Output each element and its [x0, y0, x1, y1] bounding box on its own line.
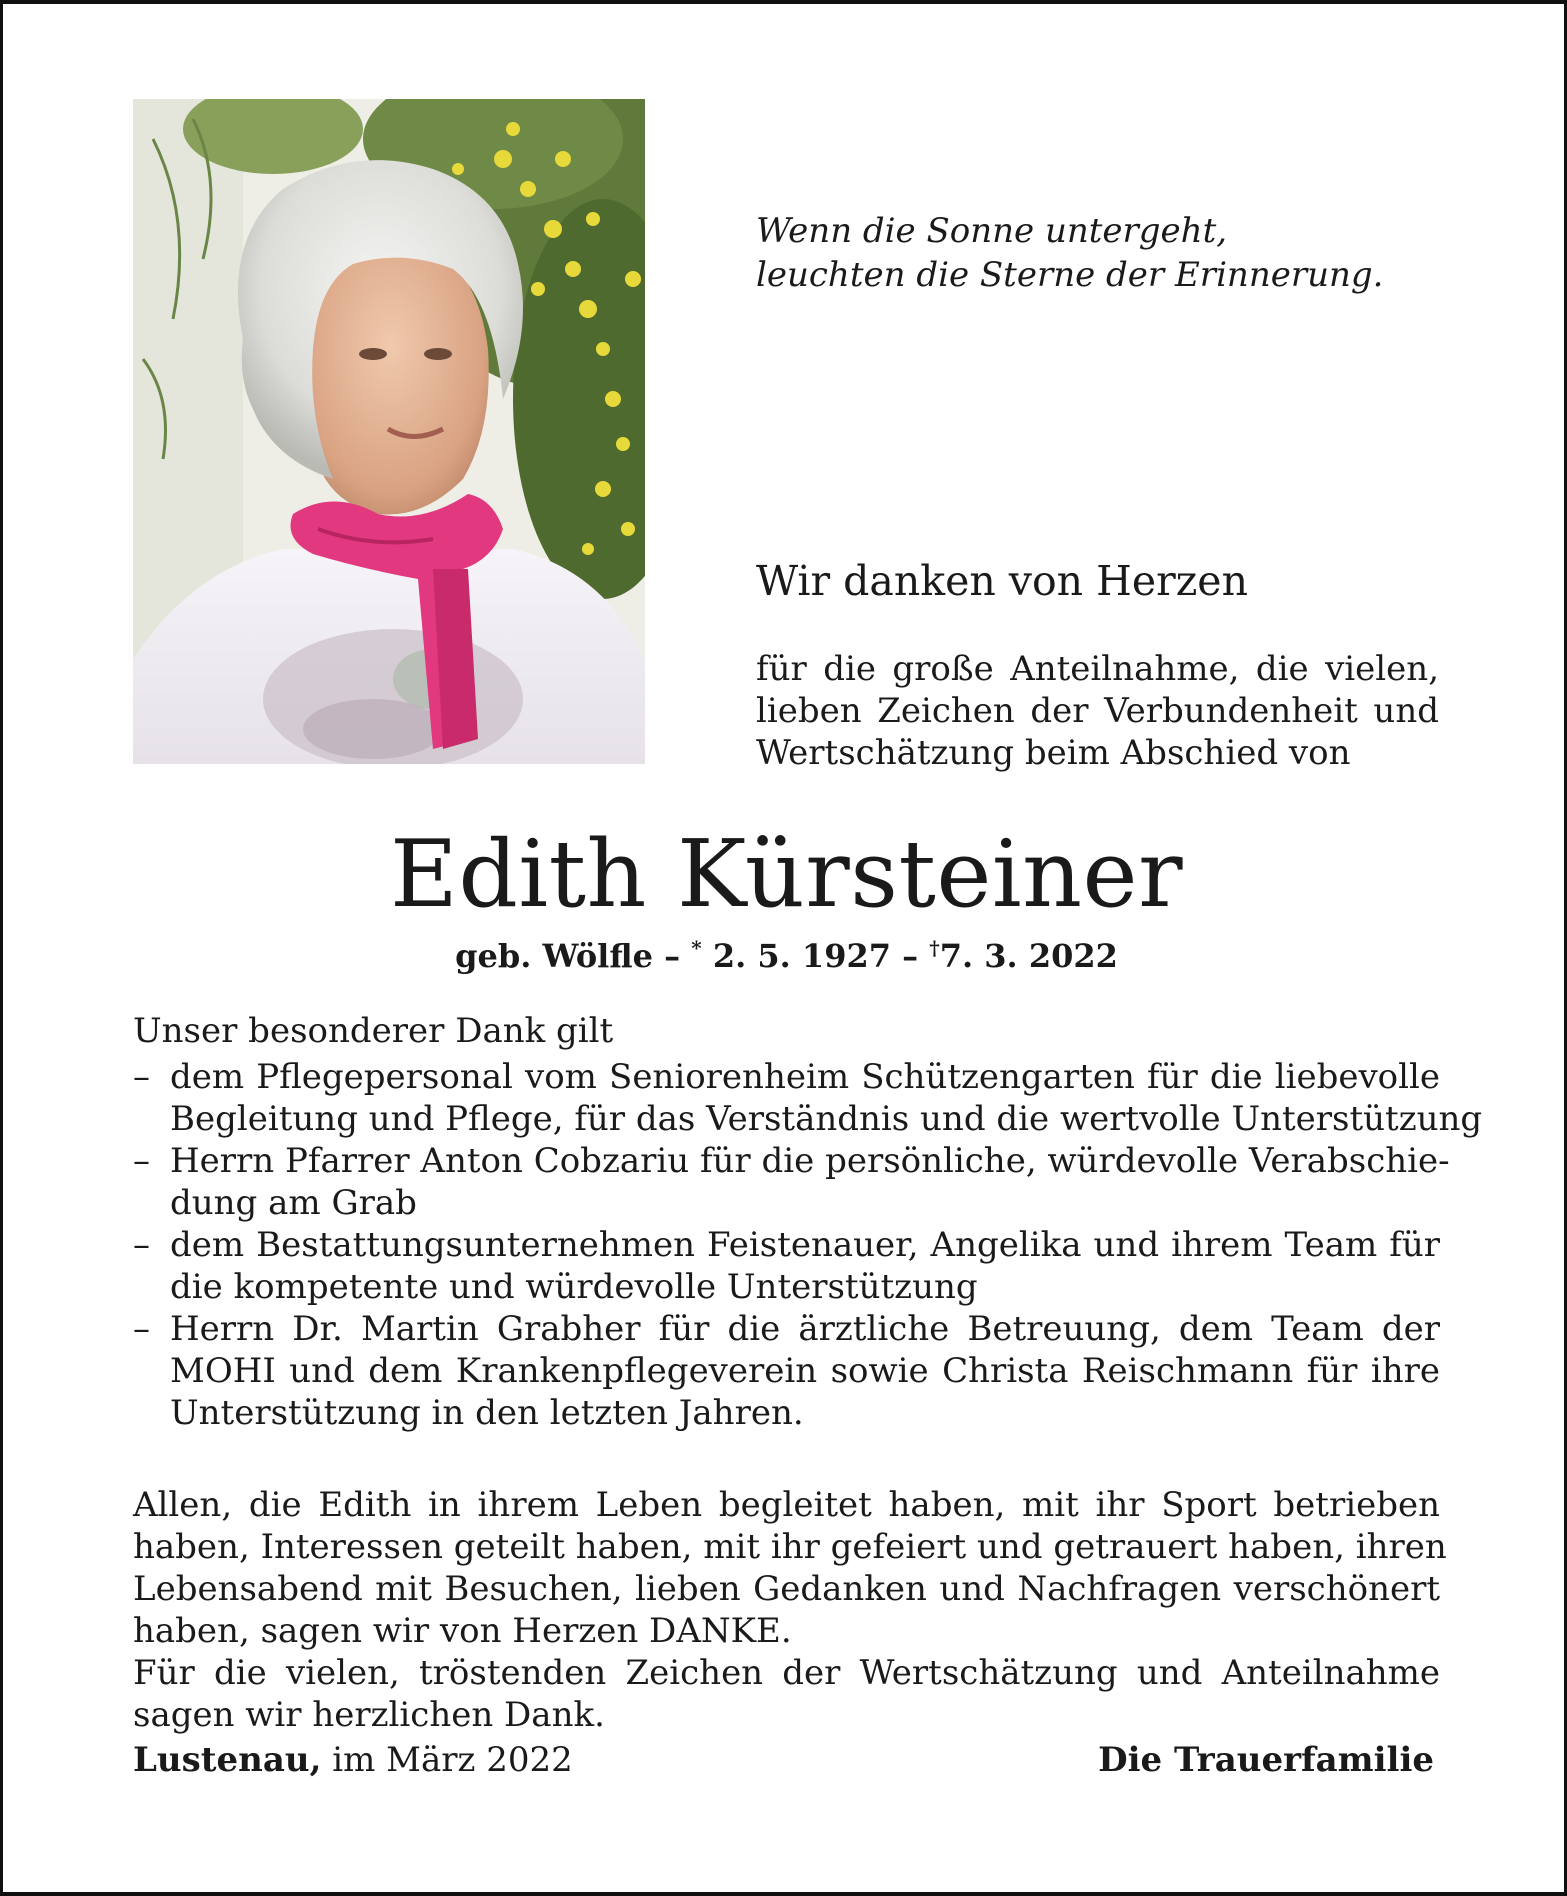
special-thanks-list	[133, 1056, 1483, 1434]
motto-line: leuchten die Sterne der Erinnerung.	[756, 255, 1384, 295]
place-and-date	[133, 1739, 573, 1781]
list-item-line: die kompetente und würdevolle Unterstützung	[170, 1267, 978, 1307]
portrait-photo	[133, 99, 645, 764]
life-dates	[3, 927, 1567, 977]
list-item-line: Herrn Pfarrer Anton Cobzariu für die persönliche, würdevolle Verabschie-	[170, 1141, 1450, 1181]
list-item	[133, 1308, 1440, 1434]
dash-bullet: –	[133, 1057, 150, 1097]
date: im März 2022	[321, 1740, 573, 1780]
list-item	[133, 1140, 1450, 1224]
closing-line: Allen, die Edith in ihrem Leben begleitet haben, mit ihr Sport betrieben	[133, 1485, 1440, 1525]
motto-line: Wenn die Sonne untergeht,	[756, 211, 1228, 251]
list-item-line: dem Bestattungsunternehmen Feistenauer, Angelika und ihrem Team für	[170, 1225, 1440, 1265]
list-item-line: Herrn Dr. Martin Grabher für die ärztliche Betreuung, dem Team der	[170, 1309, 1440, 1349]
list-item-line: Begleitung und Pflege, für das Verständnis und die wertvolle Unterstützung	[170, 1099, 1483, 1139]
motto-quote	[756, 209, 1456, 297]
closing-line: sagen wir herzlichen Dank.	[133, 1695, 605, 1735]
dash-bullet: –	[133, 1225, 150, 1265]
thanks-intro-line: Wertschätzung beim Abschied von	[756, 733, 1351, 773]
thanks-intro-line: für die große Anteilnahme, die vielen,	[756, 649, 1439, 689]
thanks-intro	[756, 648, 1439, 774]
list-item-line: dem Pflegepersonal vom Seniorenheim Schützengarten für die liebevolle	[170, 1057, 1440, 1097]
death-date: 7. 3. 2022	[939, 937, 1118, 975]
special-thanks-intro: Unser besonderer Dank gilt	[133, 1011, 614, 1051]
dash-bullet: –	[133, 1141, 150, 1181]
birth-symbol: *	[691, 936, 702, 960]
place: Lustenau,	[133, 1740, 322, 1780]
closing-line: Lebensabend mit Besuchen, lieben Gedanken und Nachfragen verschönert	[133, 1569, 1440, 1609]
family-signature: Die Trauerfamilie	[1098, 1740, 1434, 1780]
list-item-line: dung am Grab	[170, 1183, 417, 1223]
thanks-intro-line: lieben Zeichen der Verbundenheit und	[756, 691, 1439, 731]
list-item-line: Unterstützung in den letzten Jahren.	[170, 1393, 804, 1433]
list-item	[133, 1224, 1440, 1308]
closing-line: Für die vielen, tröstenden Zeichen der Wertschätzung und Anteilnahme	[133, 1653, 1440, 1693]
closing-line: haben, sagen wir von Herzen DANKE.	[133, 1611, 792, 1651]
thanks-heading: Wir danken von Herzen	[756, 557, 1248, 605]
birth-date: 2. 5. 1927 –	[701, 937, 930, 975]
death-symbol: †	[929, 936, 940, 960]
dash-bullet: –	[133, 1309, 150, 1349]
closing-paragraph	[133, 1484, 1447, 1736]
closing-line: haben, Interessen geteilt haben, mit ihr gefeiert und getrauert haben, ihren	[133, 1527, 1447, 1567]
list-item-line: MOHI und dem Krankenpflegeverein sowie Christa Reischmann für ihre	[170, 1351, 1440, 1391]
maiden-name: geb. Wölfle –	[455, 937, 692, 975]
list-item	[133, 1056, 1483, 1140]
deceased-name: Edith Kürsteiner	[389, 820, 1184, 928]
